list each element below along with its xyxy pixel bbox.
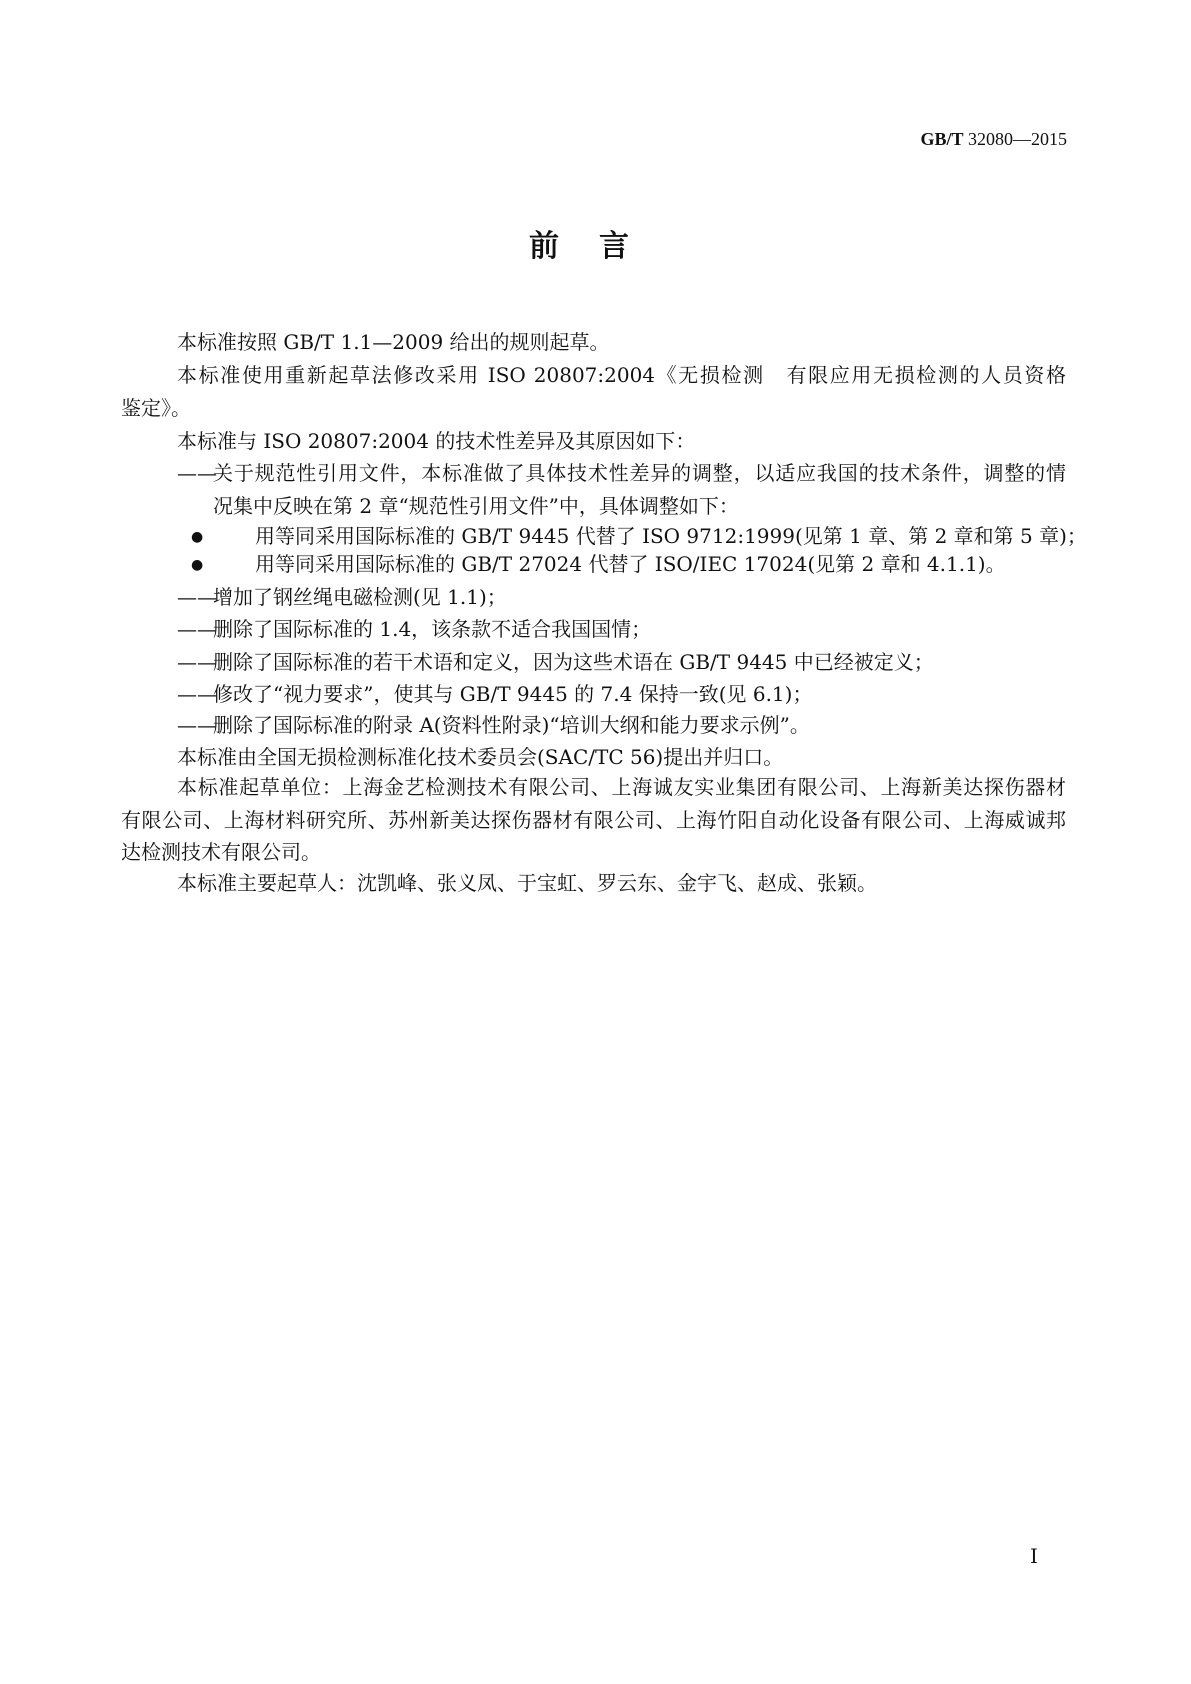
dash-item-line: 况集中反映在第 2 章“规范性引用文件”中，具体调整如下： <box>213 494 739 518</box>
dash-item-text: 增加了钢丝绳电磁检测(见 1.1)； <box>213 585 507 609</box>
bullet-icon: ● <box>191 557 204 573</box>
dash-mark: —— <box>177 682 217 706</box>
dash-item-text: 删除了国际标准的 1.4，该条款不适合我国国情； <box>213 617 652 641</box>
bullet-item: 用等同采用国际标准的 GB/T 27024 代替了 ISO/IEC 17024(见第 2 章和 4.1.1)。 <box>255 552 1006 576</box>
std-number: 32080—2015 <box>968 129 1067 149</box>
dash-mark: —— <box>177 585 217 609</box>
bullet-item: 用等同采用国际标准的 GB/T 9445 代替了 ISO 9712:1999(见第 1 章、第 2 章和第 5 章)； <box>255 524 1087 548</box>
bullet-icon: ● <box>191 529 204 545</box>
std-prefix: GB/T <box>920 129 964 149</box>
paragraph-line: 本标准起草单位：上海金艺检测技术有限公司、上海诚友实业集团有限公司、上海新美达探伤器材 <box>177 775 1066 799</box>
paragraph-line: 本标准使用重新起草法修改采用 ISO 20807:2004《无损检测 有限应用无损检测的人员资格 <box>177 363 1066 387</box>
dash-item-text: 删除了国际标准的若干术语和定义，因为这些术语在 GB/T 9445 中已经被定义； <box>213 650 934 674</box>
dash-mark: —— <box>177 617 217 641</box>
dash-mark: —— <box>177 713 217 737</box>
dash-item-text: 删除了国际标准的附录 A(资料性附录)“培训大纲和能力要求示例”。 <box>213 713 810 737</box>
paragraph: 本标准由全国无损检测标准化技术委员会(SAC/TC 56)提出并归口。 <box>177 745 784 769</box>
paragraph: 本标准主要起草人：沈凯峰、张义凤、于宝虹、罗云东、金宇飞、赵成、张颖。 <box>177 871 877 895</box>
paragraph-line: 有限公司、上海材料研究所、苏州新美达探伤器材有限公司、上海竹阳自动化设备有限公司、上海威诚邦 <box>121 808 1066 832</box>
page-number: I <box>1030 1544 1038 1568</box>
paragraph-line: 达检测技术有限公司。 <box>121 840 321 864</box>
dash-item-text: 关于规范性引用文件，本标准做了具体技术性差异的调整，以适应我国的技术条件，调整的情 <box>213 461 1066 485</box>
paragraph: 本标准与 ISO 20807:2004 的技术性差异及其原因如下： <box>177 429 696 453</box>
dash-mark: —— <box>177 461 217 485</box>
dash-mark: —— <box>177 650 217 674</box>
dash-item <box>177 586 507 608</box>
dash-item <box>177 683 812 705</box>
standard-number-header <box>920 128 1067 150</box>
dash-item <box>177 618 651 640</box>
dash-item <box>177 651 934 673</box>
paragraph-line: 鉴定》。 <box>121 396 191 420</box>
dash-item <box>177 462 1066 484</box>
page-title: 前言 <box>529 229 669 264</box>
dash-item-text: 修改了“视力要求”，使其与 GB/T 9445 的 7.4 保持一致(见 6.1)； <box>213 682 813 706</box>
paragraph: 本标准按照 GB/T 1.1—2009 给出的规则起草。 <box>177 330 610 354</box>
dash-item <box>177 714 810 736</box>
